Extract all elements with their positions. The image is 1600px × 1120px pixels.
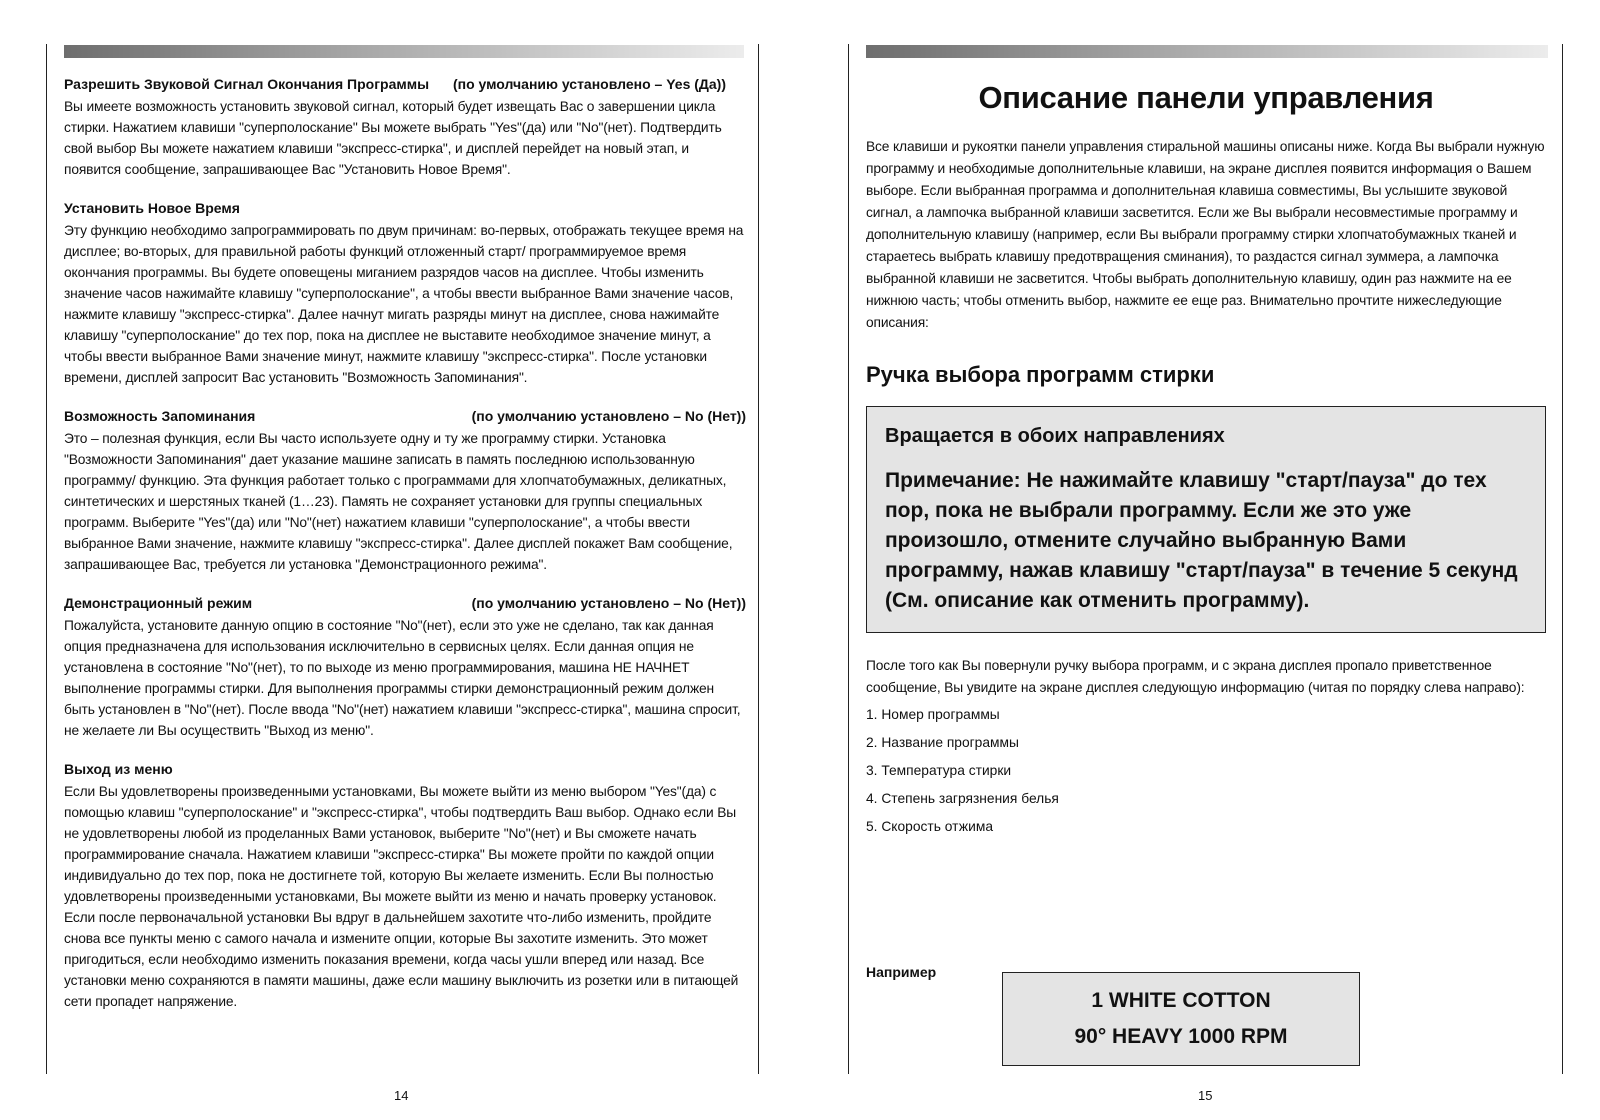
- section-default: (по умолчанию установлено – No (Нет)): [471, 408, 746, 424]
- right-header-bar: [866, 45, 1548, 58]
- display-example: [1002, 972, 1360, 1066]
- note-text: Примечание: Не нажимайте клавишу "старт/пауза" до тех пор, пока не выбрали программу. Если же это уже произошло, отмените случайно выбранную Вами программу, нажав клавишу "старт/пауза" в течение 5 секунд (См. описание как отменить программу).: [885, 469, 1518, 612]
- display-line-2: 90° HEAVY 1000 RPM: [1074, 1025, 1288, 1048]
- left-page-content: [64, 74, 746, 1030]
- left-page-right-border: [758, 44, 759, 1074]
- page-number-left: 14: [394, 1088, 409, 1103]
- right-page-left-border: [848, 44, 849, 1074]
- page-number-right: 15: [1198, 1088, 1213, 1103]
- list-item: 4. Степень загрязнения белья: [866, 791, 1059, 806]
- section-default: (по умолчанию установлено – No (Нет)): [471, 595, 746, 611]
- section-demo-mode: [64, 593, 746, 741]
- section-heading: Выход из меню: [64, 761, 173, 777]
- list-item: 2. Название программы: [866, 735, 1019, 750]
- left-page-left-border: [46, 44, 47, 1074]
- section-heading: Разрешить Звуковой Сигнал Окончания Программы: [64, 76, 430, 92]
- example-label: Например: [866, 964, 937, 980]
- section-heading: Возможность Запоминания: [64, 408, 256, 424]
- section-heading: Установить Новое Время: [64, 200, 240, 216]
- intro-text: Все клавиши и рукоятки панели управления стиральной машины описаны ниже. Когда Вы выбрали нужную программу и необходимые дополнительные клавиши, на экране дисплея появится информация о Вашем выборе. Если выбранная программа и дополнительная клавиша совместимы, Вы услышите звуковой сигнал, а лампочка выбранной клавиши засветится. Если же Вы выбрали несовместимые программу и дополнительную клавишу (например, если Вы выбрали программу стирки хлопчатобумажных тканей и стараетесь выбрать клавишу предотвращения сминания), то раздастся сигнал зуммера, а лампочка выбранной клавиши не засветится. Чтобы выбрать дополнительную клавишу, один раз нажмите на ее нижнюю часть; чтобы отменить выбор, нажмите ее еще раз. Внимательно прочтите нижеследующие описания:: [866, 139, 1545, 330]
- after-text: После того как Вы повернули ручку выбора программ, и с экрана дисплея пропало приветственное сообщение, Вы увидите на экране дисплея следующую информацию (читая по порядку слева направо):: [866, 658, 1525, 695]
- left-header-bar: [64, 45, 744, 58]
- section-default: (по умолчанию установлено – Yes (Да)): [452, 76, 726, 92]
- program-knob-heading: Ручка выбора программ стирки: [866, 362, 1215, 387]
- section-memory: [64, 406, 746, 575]
- section-heading: Демонстрационный режим: [64, 595, 253, 611]
- section-text: Вы имеете возможность установить звуковой сигнал, который будет извещать Вас о завершении цикла стирки. Нажатием клавиши "суперполоскание" Вы можете выбрать "Yes"(да) или "No"(нет). Подтвердить свой выбор Вы можете нажатием клавиши "экспресс-стирка", и дисплей перейдет на новый этап, и появится сообщение, запрашивающее Вас "Установить Новое Время".: [64, 99, 722, 177]
- display-info-list: [866, 701, 1546, 841]
- list-item: 1. Номер программы: [866, 707, 1000, 722]
- rotation-text: Вращается в обоих направлениях: [885, 425, 1225, 447]
- list-item: 3. Температура стирки: [866, 763, 1012, 778]
- page-title: Описание панели управления: [978, 80, 1434, 115]
- display-line-1: 1 WHITE COTTON: [1091, 989, 1271, 1012]
- section-text: Пожалуйста, установите данную опцию в состояние "No"(нет), если это уже не сделано, так как данная опция предназначена для использования исключительно в сервисных целях. Если данная опция не установлена в состояние "No"(нет), то по выходе из меню программирования, машина НЕ НАЧНЕТ выполнение программы стирки. Для выполнения программы стирки демонстрационный режим должен быть установлен в "No"(нет). После ввода "No"(нет) нажатием клавиши "экспресс-стирка", машина спросит, не желаете ли Вы осуществить "Выход из меню".: [64, 618, 741, 738]
- right-page-right-border: [1562, 44, 1563, 1074]
- section-text: Эту функцию необходимо запрограммировать по двум причинам: во-первых, отображать текущее время на дисплее; во-вторых, для правильной работы функций отложенный старт/ программируемое время окончания программы. Вы будете оповещены миганием разрядов часов на дисплее. Чтобы изменить значение часов нажимайте клавишу "суперполоскание", а чтобы ввести выбранное Вами значение часов, нажмите клавишу "экспресс-стирка". Далее начнут мигать разряды минут на дисплее, снова нажимайте клавишу "суперполоскание" до тех пор, пока на дисплее не выставите необходимое значение минут, а чтобы ввести выбранное Вами значение минут, нажмите клавишу "экспресс-стирка". После установки времени, дисплей запросит Вас установить "Возможность Запоминания".: [64, 223, 744, 385]
- list-item: 5. Скорость отжима: [866, 819, 993, 834]
- section-text: Это – полезная функция, если Вы часто используете одну и ту же программу стирки. Установка "Возможности Запоминания" дает указание машине записать в память последнюю использованную программу/ функцию. Эта функция работает только с программами для хлопчатобумажных, деликатных, синтетических и шерстяных тканей (1…23). Память не сохраняет установки для группы специальных программ. Выберите "Yes"(да) или "No"(нет) нажатием клавиши "суперполоскание", а чтобы ввести выбранное Вами значение, нажмите клавишу "экспресс-стирка". Далее дисплей покажет Вам сообщение, запрашивающее Вас, требуется ли установка "Демонстрационного режима".: [64, 431, 733, 572]
- note-box: [866, 406, 1546, 633]
- section-set-time: [64, 198, 746, 388]
- section-text: Если Вы удовлетворены произведенными установками, Вы можете выйти из меню выбором "Yes"(да) с помощью клавиш "суперполоскание" и "экспресс-стирка", чтобы подтвердить Ваш выбор. Однако если Вы не удовлетворены любой из проделанных Вами установок, выберите "No"(нет) и Вы сможете начать программирование сначала. Нажатием клавиши "экспресс-стирка" Вы можете пройти по каждой опции индивидуально до тех пор, пока не достигнете той, которую Вы желаете изменить. Если Вы полностью удовлетворены произведенными установками, Вы можете выйти из меню и начать проверку установок. Если после первоначальной установки Вы вдруг в дальнейшем захотите что-либо изменить, пройдите снова все пункты меню с самого начала и измените опции, которые Вы захотите изменить. Это может пригодиться, если необходимо изменить показания времени, когда часы ушли вперед или назад. Все установки меню сохраняются в памяти машины, даже если машину выключить из розетки или в питающей сети пропадет напряжение.: [64, 784, 739, 1009]
- section-end-signal: [64, 74, 746, 180]
- right-page-content: [866, 74, 1546, 841]
- section-exit-menu: [64, 759, 746, 1012]
